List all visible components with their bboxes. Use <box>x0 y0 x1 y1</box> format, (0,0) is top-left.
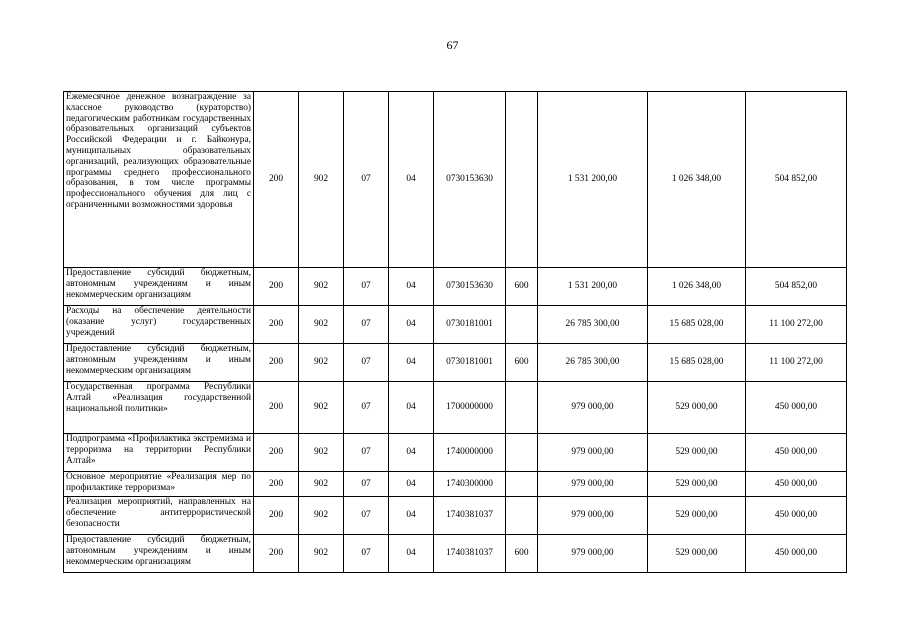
amount-total: 979 000,00 <box>538 497 648 535</box>
ministry-code: 902 <box>299 92 344 268</box>
amount-federal: 1 026 348,00 <box>648 268 746 306</box>
amount-regional: 450 000,00 <box>746 497 847 535</box>
amount-total: 1 531 200,00 <box>538 92 648 268</box>
target-code: 0730153630 <box>434 92 506 268</box>
table-row <box>64 268 847 306</box>
row-name: Предоставление субсидий бюджетным, автономным учреждениям и иным некоммерческим организациям <box>64 268 254 306</box>
admin-code: 200 <box>254 344 299 382</box>
target-code: 1740381037 <box>434 535 506 573</box>
amount-federal: 529 000,00 <box>648 472 746 497</box>
ministry-code: 902 <box>299 268 344 306</box>
amount-federal: 1 026 348,00 <box>648 92 746 268</box>
amount-regional: 11 100 272,00 <box>746 306 847 344</box>
subsection-code: 04 <box>389 92 434 268</box>
amount-federal: 529 000,00 <box>648 434 746 472</box>
expense-kind-code <box>506 382 538 434</box>
target-code: 1740300000 <box>434 472 506 497</box>
subsection-code: 04 <box>389 497 434 535</box>
admin-code: 200 <box>254 497 299 535</box>
section-code: 07 <box>344 382 389 434</box>
expense-kind-code <box>506 472 538 497</box>
admin-code: 200 <box>254 382 299 434</box>
admin-code: 200 <box>254 472 299 497</box>
table-row <box>64 382 847 434</box>
table-row <box>64 497 847 535</box>
row-name: Расходы на обеспечение деятельности (оказание услуг) государственных учреждений <box>64 306 254 344</box>
amount-total: 1 531 200,00 <box>538 268 648 306</box>
section-code: 07 <box>344 497 389 535</box>
expense-kind-code <box>506 434 538 472</box>
amount-federal: 529 000,00 <box>648 382 746 434</box>
ministry-code: 902 <box>299 382 344 434</box>
target-code: 1740000000 <box>434 434 506 472</box>
section-code: 07 <box>344 268 389 306</box>
row-name: Государственная программа Республики Алтай «Реализация государственной национальной политики» <box>64 382 254 434</box>
admin-code: 200 <box>254 92 299 268</box>
amount-regional: 11 100 272,00 <box>746 344 847 382</box>
amount-regional: 504 852,00 <box>746 92 847 268</box>
ministry-code: 902 <box>299 434 344 472</box>
page-number: 67 <box>446 38 459 52</box>
ministry-code: 902 <box>299 497 344 535</box>
row-name: Реализация мероприятий, направленных на обеспечение антитеррористической безопасности <box>64 497 254 535</box>
target-code: 0730181001 <box>434 344 506 382</box>
expense-kind-code: 600 <box>506 268 538 306</box>
amount-total: 26 785 300,00 <box>538 306 648 344</box>
table-row <box>64 344 847 382</box>
ministry-code: 902 <box>299 472 344 497</box>
table-row <box>64 92 847 268</box>
subsection-code: 04 <box>389 535 434 573</box>
expense-kind-code <box>506 497 538 535</box>
target-code: 0730181001 <box>434 306 506 344</box>
amount-federal: 529 000,00 <box>648 497 746 535</box>
amount-regional: 450 000,00 <box>746 472 847 497</box>
section-code: 07 <box>344 344 389 382</box>
expense-kind-code: 600 <box>506 535 538 573</box>
amount-regional: 504 852,00 <box>746 268 847 306</box>
amount-regional: 450 000,00 <box>746 535 847 573</box>
section-code: 07 <box>344 535 389 573</box>
target-code: 1740381037 <box>434 497 506 535</box>
table-body <box>64 92 847 573</box>
section-code: 07 <box>344 434 389 472</box>
target-code: 0730153630 <box>434 268 506 306</box>
amount-regional: 450 000,00 <box>746 434 847 472</box>
row-name: Подпрограмма «Профилактика экстремизма и терроризма на территории Республики Алтай» <box>64 434 254 472</box>
row-name: Предоставление субсидий бюджетным, автономным учреждениям и иным некоммерческим организациям <box>64 344 254 382</box>
section-code: 07 <box>344 92 389 268</box>
table-row <box>64 472 847 497</box>
ministry-code: 902 <box>299 535 344 573</box>
table-row <box>64 306 847 344</box>
subsection-code: 04 <box>389 344 434 382</box>
expense-kind-code <box>506 92 538 268</box>
subsection-code: 04 <box>389 382 434 434</box>
ministry-code: 902 <box>299 344 344 382</box>
ministry-code: 902 <box>299 306 344 344</box>
row-name: Предоставление субсидий бюджетным, автономным учреждениям и иным некоммерческим организациям <box>64 535 254 573</box>
subsection-code: 04 <box>389 306 434 344</box>
row-name: Ежемесячное денежное вознаграждение за классное руководство (кураторство) педагогическим работникам государственных образовательных организаций субъектов Российской Федерации и г. Байконура, муниципальных образовательных организаций, реализующих образовательные программы среднего профессионального образования, в том числе программы профессионального обучения для лиц с ограниченными возможностями здоровья <box>64 92 254 268</box>
amount-federal: 529 000,00 <box>648 535 746 573</box>
row-name: Основное мероприятие «Реализация мер по профилактике терроризма» <box>64 472 254 497</box>
amount-total: 979 000,00 <box>538 382 648 434</box>
amount-total: 26 785 300,00 <box>538 344 648 382</box>
admin-code: 200 <box>254 434 299 472</box>
amount-federal: 15 685 028,00 <box>648 306 746 344</box>
amount-federal: 15 685 028,00 <box>648 344 746 382</box>
admin-code: 200 <box>254 306 299 344</box>
expense-kind-code: 600 <box>506 344 538 382</box>
admin-code: 200 <box>254 535 299 573</box>
expense-kind-code <box>506 306 538 344</box>
amount-regional: 450 000,00 <box>746 382 847 434</box>
amount-total: 979 000,00 <box>538 472 648 497</box>
budget-table <box>63 91 847 573</box>
subsection-code: 04 <box>389 268 434 306</box>
amount-total: 979 000,00 <box>538 434 648 472</box>
table-row <box>64 535 847 573</box>
subsection-code: 04 <box>389 434 434 472</box>
amount-total: 979 000,00 <box>538 535 648 573</box>
section-code: 07 <box>344 472 389 497</box>
section-code: 07 <box>344 306 389 344</box>
table-row <box>64 434 847 472</box>
admin-code: 200 <box>254 268 299 306</box>
subsection-code: 04 <box>389 472 434 497</box>
target-code: 1700000000 <box>434 382 506 434</box>
